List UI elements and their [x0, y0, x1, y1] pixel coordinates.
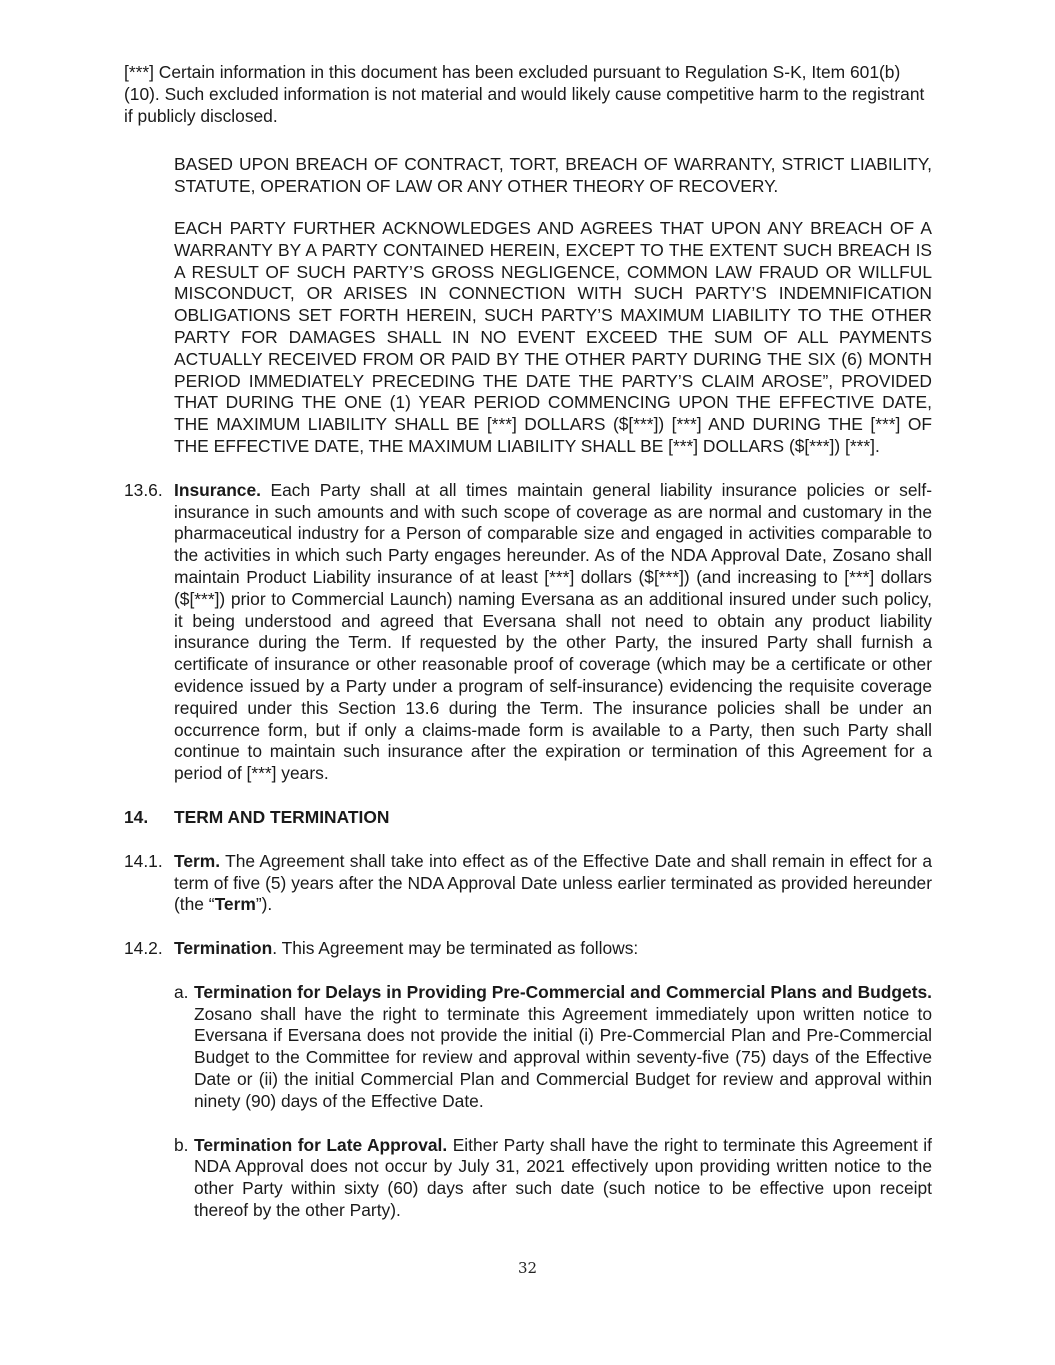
subsection-a: [174, 982, 932, 1113]
section-title: TERM AND TERMINATION: [174, 806, 390, 827]
subsection-title: Termination for Delays in Providing Pre-Commercial and Commercial Plans and Budgets.: [194, 981, 932, 1002]
liability-cap-paragraph: EACH PARTY FURTHER ACKNOWLEDGES AND AGREES THAT UPON ANY BREACH OF A WARRANTY BY A PARTY CONTAINED HEREIN, EXCEPT TO THE EXTENT SUCH BREACH IS A RESULT OF SUCH PARTY’S GROSS NEGLIGENCE, COMMON LAW FRAUD OR WILLFUL MISCONDUCT, OR ARISES IN CONNECTION WITH SUCH PARTY’S INDEMNIFICATION OBLIGATIONS SET FORTH HEREIN, SUCH PARTY’S MAXIMUM LIABILITY TO THE OTHER PARTY FOR DAMAGES SHALL IN NO EVENT EXCEED THE SUM OF ALL PAYMENTS ACTUALLY RECEIVED FROM OR PAID BY THE OTHER PARTY DURING THE SIX (6) MONTH PERIOD IMMEDIATELY PRECEDING THE DATE THE PARTY’S CLAIM AROSE”, PROVIDED THAT DURING THE ONE (1) YEAR PERIOD COMMENCING UPON THE EFFECTIVE DATE, THE MAXIMUM LIABILITY SHALL BE [***] DOLLARS ($[***]) [***] AND DURING THE [***] OF THE EFFECTIVE DATE, THE MAXIMUM LIABILITY SHALL BE [***] DOLLARS ($[***]) [***].: [174, 217, 932, 456]
subsection-text: Zosano shall have the right to terminate this Agreement immediately upon written notice to Eversana if Eversana does not provide the initial (i) Pre-Commercial Plan and Pre-Commercial Budget to the Committee for review and approval within seventy-five (75) days of the Effective Date or (ii) the initial Commercial Plan and Commercial Budget for review and approval within ninety (90) days of the Effective Date.: [194, 1003, 932, 1111]
section-14-1: [124, 851, 932, 916]
section-text-end: ”).: [255, 894, 273, 915]
subsection-b: [174, 1135, 932, 1222]
section-number: 14.: [124, 806, 149, 827]
subsection-letter: b.: [174, 1134, 189, 1155]
defined-term: Term: [214, 894, 256, 915]
section-number: 13.6.: [124, 479, 163, 500]
page-number: 32: [517, 1259, 538, 1277]
section-number: 14.1.: [124, 850, 163, 871]
section-14-heading: [124, 807, 932, 829]
section-text: . This Agreement may be terminated as follows:: [272, 938, 639, 959]
subsection-text: Either Party shall have the right to terminate this Agreement if NDA Approval does not occur by July 31, 2021 effectively upon providing written notice to the other Party within sixty (60) days after such date (such notice to be effective upon receipt thereof by the other Party).: [194, 1134, 932, 1221]
section-title: Termination: [174, 938, 273, 959]
subsection-letter: a.: [174, 981, 189, 1002]
section-number: 14.2.: [124, 938, 163, 959]
section-title: Insurance.: [174, 479, 261, 500]
subsection-title: Termination for Late Approval.: [194, 1134, 448, 1155]
section-title: Term.: [174, 850, 221, 871]
section-text: The Agreement shall take into effect as of the Effective Date and shall remain in effect for a term of five (5) years after the NDA Approval Date unless earlier terminated as provided hereunder (the “: [174, 850, 932, 915]
section-13-6: [124, 480, 932, 785]
section-text: Each Party shall at all times maintain general liability insurance policies or self-insurance in such amounts and with such scope of coverage as are normal and customary in the pharmaceutical industry for a Person of comparable size and engaged in activities comparable to the activities in which such Party engages hereunder. As of the NDA Approval Date, Zosano shall maintain Product Liability insurance of at least [***] dollars ($[***]) (and increasing to [***] dollars ($[***]) prior to Commercial Launch) naming Eversana as an additional insured under such policy, it being understood and agreed that Eversana shall not need to obtain any product liability insurance during the Term. If requested by the other Party, the insured Party shall furnish a certificate of insurance or other reasonable proof of coverage (which may be a certificate or other evidence issued by a Party under a program of self-insurance) evidencing the requisite coverage required under this Section 13.6 during the Term. The insurance policies shall be under an occurrence form, but if only a claims-made form is available to a Party, then such Party shall continue to maintain such insurance after the expiration or termination of this Agreement for a period of [***] years.: [174, 479, 932, 784]
document-page: [124, 62, 932, 1222]
redaction-notice: [***] Certain information in this document has been excluded pursuant to Regulation S-K, Item 601(b)(10). Such excluded information is not material and would likely cause competitive harm to the registrant if publicly disclosed.: [124, 62, 925, 126]
section-14-2: [124, 938, 932, 960]
liability-clause-continuation: BASED UPON BREACH OF CONTRACT, TORT, BREACH OF WARRANTY, STRICT LIABILITY, STATUTE, OPERATION OF LAW OR ANY OTHER THEORY OF RECOVERY.: [174, 154, 932, 197]
